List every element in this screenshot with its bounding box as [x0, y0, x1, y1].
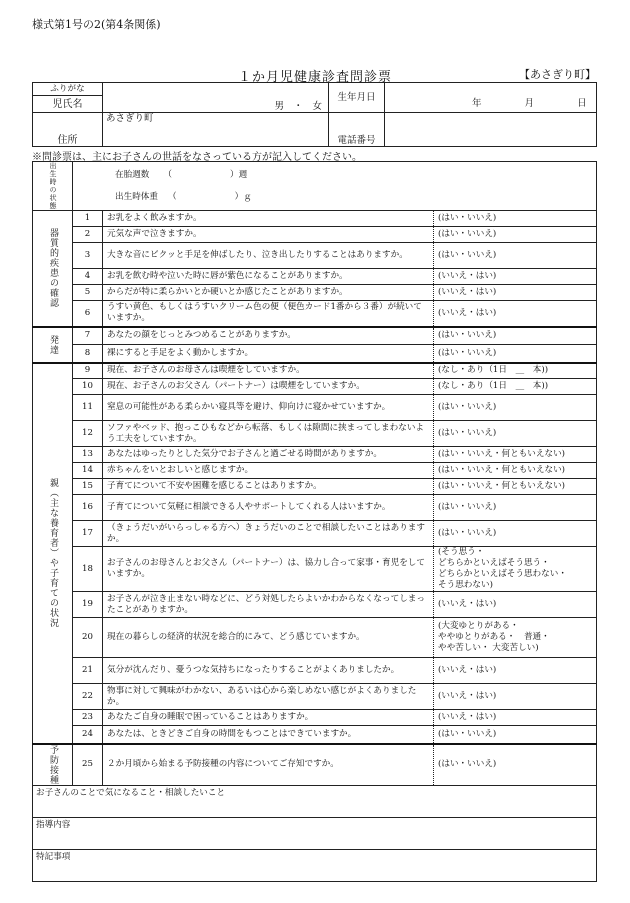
- answer-options[interactable]: (はい・いいえ): [434, 327, 597, 345]
- section-label: 発達: [33, 327, 73, 363]
- question-text: あなたご自身の睡眠で困っていることはありますか。: [103, 710, 434, 726]
- answer-options[interactable]: (いいえ・はい): [434, 269, 597, 285]
- question-number: 10: [73, 379, 103, 395]
- question-number: 4: [73, 269, 103, 285]
- question-row: [33, 379, 597, 395]
- address-value: あさぎり町: [106, 113, 154, 124]
- answer-options[interactable]: (はい・いいえ): [434, 744, 597, 786]
- answer-options[interactable]: (はい・いいえ): [434, 421, 597, 447]
- question-row: [33, 345, 597, 363]
- question-text: 現在、お子さんのお父さん（パートナー）は喫煙をしていますか。: [103, 379, 434, 395]
- answer-options[interactable]: (いいえ・はい): [434, 684, 597, 710]
- question-row: [33, 684, 597, 710]
- question-number: 12: [73, 421, 103, 447]
- question-row: [33, 479, 597, 495]
- question-text: ソファやベッド、抱っこひもなどから転落、もしくは隙間に挟まってしまわないよう工夫をしていますか。: [103, 421, 434, 447]
- question-number: 20: [73, 618, 103, 658]
- question-text: 現在、お子さんのお母さんは喫煙をしていますか。: [103, 363, 434, 379]
- question-row: [33, 447, 597, 463]
- name-label: 児氏名: [33, 96, 103, 113]
- section-label: 予防接種: [33, 744, 73, 786]
- question-number: 19: [73, 592, 103, 618]
- question-row: [33, 243, 597, 269]
- gestation-weeks-field[interactable]: [163, 170, 247, 180]
- form-code: 様式第1号の2(第4条関係): [32, 18, 161, 31]
- sex-text: 男 ・ 女: [274, 101, 322, 112]
- question-text: 元気な声で泣きますか。: [103, 227, 434, 243]
- question-number: 2: [73, 227, 103, 243]
- question-row: [33, 363, 597, 379]
- answer-options[interactable]: (はい・いいえ): [434, 211, 597, 227]
- weeks-close: ）週: [230, 170, 248, 180]
- birth-status-label: 出生時の状態: [33, 162, 73, 211]
- question-number: 24: [73, 726, 103, 744]
- answer-options[interactable]: (なし・あり（1日 __ 本)): [434, 363, 597, 379]
- question-number: 3: [73, 243, 103, 269]
- question-row: [33, 495, 597, 521]
- question-number: 11: [73, 395, 103, 421]
- answer-options[interactable]: (はい・いいえ): [434, 345, 597, 363]
- question-text: 赤ちゃんをいとおしいと感じますか。: [103, 463, 434, 479]
- answer-options[interactable]: (大変ゆとりがある・ ややゆとりがある・ 普通・ やや苦しい・ 大変苦しい): [434, 618, 597, 658]
- question-text: からだが特に柔らかいとか硬いとか感じたことがありますか。: [103, 285, 434, 301]
- question-row: [33, 521, 597, 547]
- question-number: 9: [73, 363, 103, 379]
- question-row: [33, 547, 597, 592]
- question-row: [33, 285, 597, 301]
- question-row: [33, 592, 597, 618]
- questionnaire-table: [32, 161, 597, 882]
- answer-options[interactable]: (はい・いいえ): [434, 726, 597, 744]
- answer-options[interactable]: (そう思う・ どちらかといえばそう思う・ どちらかといえばそう思わない・ そう思わない): [434, 547, 597, 592]
- question-text: 物事に対して興味がわかない、あるいは心から楽しめない感じがよくありましたか。: [103, 684, 434, 710]
- question-text: あなたはゆったりとした気分でお子さんと過ごせる時間がありますか。: [103, 447, 434, 463]
- answer-options[interactable]: (いいえ・はい): [434, 285, 597, 301]
- furigana-label: ふりがな: [33, 83, 103, 96]
- question-row: [33, 726, 597, 744]
- question-number: 14: [73, 463, 103, 479]
- answer-options[interactable]: (なし・あり（1日 __ 本)): [434, 379, 597, 395]
- question-text: ２か月頃から始まる予防接種の内容についてご存知ですか。: [103, 744, 434, 786]
- instruction-note: ※問診票は、主にお子さんの世話をなさっている方が記入してください。: [32, 152, 362, 163]
- birth-info: [73, 162, 597, 211]
- document-title: １か月児健康診査問診票: [237, 70, 392, 85]
- gestation-weeks-label: 在胎週数: [115, 170, 150, 180]
- question-text: お子さんが泣き止まない時などに、どう対処したらよいかわからなくなってしまったことがありますか。: [103, 592, 434, 618]
- answer-options[interactable]: (はい・いいえ・何ともいえない): [434, 463, 597, 479]
- question-number: 13: [73, 447, 103, 463]
- question-number: 18: [73, 547, 103, 592]
- address-field[interactable]: [103, 113, 329, 147]
- phone-label: 電話番号: [329, 113, 385, 147]
- answer-options[interactable]: (はい・いいえ): [434, 395, 597, 421]
- remarks-box[interactable]: [33, 849, 597, 881]
- dob-label: 生年月日: [329, 83, 385, 113]
- question-text: お乳をよく飲みますか。: [103, 211, 434, 227]
- question-text: 窒息の可能性がある柔らかい寝具等を避け、仰向けに寝かせていますか。: [103, 395, 434, 421]
- birth-weight-field[interactable]: [168, 192, 252, 202]
- question-text: 子育てについて気軽に相談できる人やサポートしてくれる人はいますか。: [103, 495, 434, 521]
- question-number: 17: [73, 521, 103, 547]
- question-number: 8: [73, 345, 103, 363]
- answer-options[interactable]: (いいえ・はい): [434, 658, 597, 684]
- question-number: 1: [73, 211, 103, 227]
- day-label: 日: [577, 98, 587, 109]
- question-text: あなたは、ときどきご自身の時間をもつことはできていますか。: [103, 726, 434, 744]
- question-text: お乳を飲む時や泣いた時に唇が紫色になることがありますか。: [103, 269, 434, 285]
- answer-options[interactable]: (はい・いいえ・何ともいえない): [434, 479, 597, 495]
- question-row: [33, 211, 597, 227]
- answer-options[interactable]: (はい・いいえ・何ともいえない): [434, 447, 597, 463]
- question-row: [33, 301, 597, 327]
- question-number: 6: [73, 301, 103, 327]
- section-label: 器質的疾患の確認: [33, 211, 73, 327]
- guidance-box[interactable]: [33, 817, 597, 849]
- weeks-open: （: [163, 170, 172, 180]
- question-number: 25: [73, 744, 103, 786]
- question-row: [33, 327, 597, 345]
- question-row: [33, 395, 597, 421]
- concerns-label: お子さんのことで気になること・相談したいこと: [36, 787, 226, 798]
- answer-options[interactable]: (はい・いいえ): [434, 227, 597, 243]
- question-row: [33, 744, 597, 786]
- answer-options[interactable]: (はい・いいえ): [434, 495, 597, 521]
- weight-open: （: [167, 192, 177, 202]
- section-label: 親（主な養育者）や子育ての状況: [33, 363, 73, 744]
- question-row: [33, 463, 597, 479]
- question-text: 裸にすると手足をよく動かしますか。: [103, 345, 434, 363]
- question-text: 気分が沈んだり、憂うつな気持ちになったりすることがよくありましたか。: [103, 658, 434, 684]
- town-tag: 【あさぎり町】: [519, 68, 596, 81]
- question-number: 15: [73, 479, 103, 495]
- phone-field[interactable]: [385, 113, 597, 147]
- question-text: あなたの顔をじっとみつめることがありますか。: [103, 327, 434, 345]
- question-text: 子育てについて不安や困難を感じることはありますか。: [103, 479, 434, 495]
- answer-options[interactable]: (はい・いいえ): [434, 521, 597, 547]
- question-text: （きょうだいがいらっしゃる方へ）きょうだいのことで相談したいことはありますか。: [103, 521, 434, 547]
- question-number: 16: [73, 495, 103, 521]
- question-text: うすい黄色、もしくはうすいクリーム色の便（便色カード1番から３番）が続いていますか。: [103, 301, 434, 327]
- question-text: 大きな音にビクッと手足を伸ばしたり、泣き出したりすることはありますか。: [103, 243, 434, 269]
- question-row: [33, 618, 597, 658]
- address-label: 住所: [33, 113, 103, 147]
- personal-info-table: [32, 82, 597, 147]
- answer-options[interactable]: (いいえ・はい): [434, 592, 597, 618]
- question-row: [33, 658, 597, 684]
- question-number: 22: [73, 684, 103, 710]
- birth-weight-label: 出生時体重: [115, 192, 158, 202]
- sex-selector[interactable]: [103, 83, 329, 113]
- remarks-label: 特記事項: [36, 851, 71, 862]
- weight-close: ）ｇ: [234, 192, 252, 202]
- question-row: [33, 269, 597, 285]
- concerns-box[interactable]: [33, 785, 597, 817]
- question-row: [33, 227, 597, 243]
- question-number: 7: [73, 327, 103, 345]
- question-text: 現在の暮らしの経済的状況を総合的にみて、どう感じていますか。: [103, 618, 434, 658]
- question-row: [33, 710, 597, 726]
- answer-options[interactable]: (はい・いいえ): [434, 243, 597, 269]
- question-number: 5: [73, 285, 103, 301]
- dob-field[interactable]: [385, 83, 597, 113]
- answer-options[interactable]: (いいえ・はい): [434, 710, 597, 726]
- answer-options[interactable]: (いいえ・はい): [434, 301, 597, 327]
- question-number: 21: [73, 658, 103, 684]
- question-row: [33, 421, 597, 447]
- question-text: お子さんのお母さんとお父さん（パートナー）は、協力し合って家事・育児をしていますか。: [103, 547, 434, 592]
- month-label: 月: [524, 98, 535, 109]
- guidance-label: 指導内容: [36, 819, 71, 830]
- question-number: 23: [73, 710, 103, 726]
- year-label: 年: [472, 98, 482, 109]
